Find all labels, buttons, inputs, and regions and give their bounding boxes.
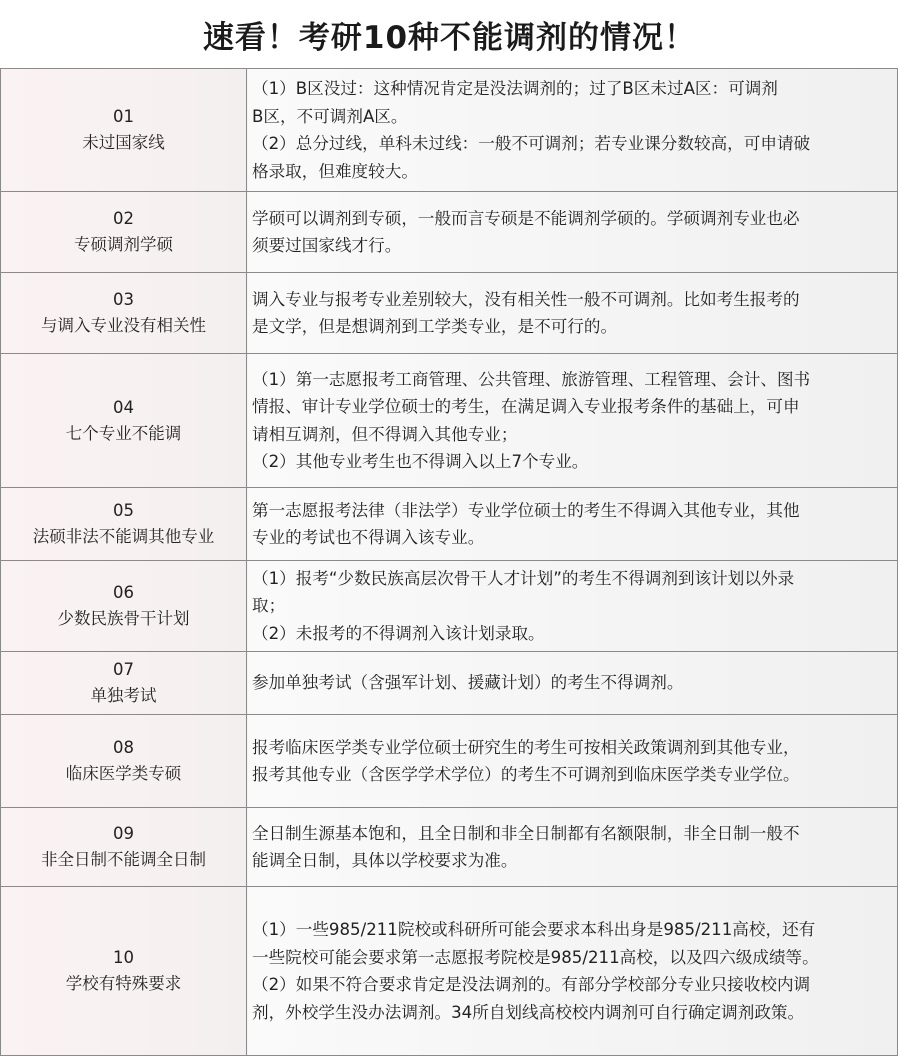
description-line: 报考其他专业（含医学学术学位）的考生不可调剂到临床医学类专业学位。 [252,765,800,784]
description-line: 学硕可以调剂到专硕，一般而言专硕是不能调剂学硕的。学硕调剂专业也必 [252,208,800,228]
row-description-cell [247,808,898,887]
row-number: 02 [113,209,134,228]
row-header-cell [1,887,247,1056]
description-line: （2）如果不符合要求肯定是没法调剂的。有部分学校部分专业只接收校内调 [252,975,811,994]
row-number: 06 [113,583,134,602]
row-number: 08 [113,738,134,757]
row-number: 01 [113,107,134,126]
table-row [1,715,898,808]
row-description-cell [247,69,898,192]
table-row [1,488,898,561]
row-label: 临床医学类专硕 [65,764,182,783]
row-label: 专硕调剂学硕 [74,235,173,254]
table-row [1,192,898,273]
description-line: （2）未报考的不得调剂入该计划录取。 [252,623,545,643]
row-label: 未过国家线 [82,133,165,152]
table-row [1,808,898,887]
table-row [1,561,898,652]
row-header-cell [1,273,247,354]
rules-table [0,68,898,1056]
description-line: 报考临床医学类专业学位硕士研究生的考生可按相关政策调剂到其他专业， [252,737,800,757]
description-line: 调入专业与报考专业差别较大，没有相关性一般不可调剂。比如考生报考的 [252,289,800,309]
description-line: 参加单独考试（含强军计划、援藏计划）的考生不得调剂。 [252,673,684,693]
description-line: B区，不可调剂A区。 [252,106,408,126]
row-description-cell [247,887,898,1056]
row-description-cell [247,354,898,488]
row-label: 法硕非法不能调其他专业 [32,527,215,546]
description-line: （1）一些985/211院校或科研所可能会要求本科出身是985/211高校，还有 [252,920,816,939]
row-description-cell [247,561,898,652]
row-number: 09 [113,824,134,843]
row-header-cell [1,561,247,652]
row-label: 与调入专业没有相关性 [41,316,206,335]
description-line: （1）第一志愿报考工商管理、公共管理、旅游管理、工程管理、会计、图书 [252,369,811,389]
description-line: 全日制生源基本饱和，且全日制和非全日制都有名额限制，非全日制一般不 [252,823,800,843]
row-number: 10 [113,948,134,967]
table-row [1,273,898,354]
row-header-cell [1,488,247,561]
description-line: （2）总分过线，单科未过线：一般不可调剂；若专业课分数较高，可申请破 [252,134,811,153]
row-number: 05 [113,501,134,520]
row-label: 七个专业不能调 [65,423,182,443]
row-label: 单独考试 [90,686,157,705]
description-line: 能调全日制，具体以学校要求为准。 [252,851,518,870]
description-line: 须要过国家线才行。 [252,236,402,255]
row-header-cell [1,715,247,808]
row-header-cell [1,69,247,192]
row-label: 非全日制不能调全日制 [41,850,206,869]
page-title: 速看！考研10种不能调剂的情况！ [202,19,697,56]
description-line: 格录取，但难度较大。 [252,161,418,181]
row-number: 07 [113,660,134,679]
row-header-cell [1,354,247,488]
description-line: （2）其他专业考生也不得调入以上7个专业。 [252,452,589,471]
row-header-cell [1,192,247,273]
description-line: （1）B区没过：这种情况肯定是没法调剂的；过了B区未过A区：可调剂 [252,79,778,98]
row-description-cell [247,488,898,561]
rules-table-body [1,69,898,1056]
row-description-cell [247,192,898,273]
table-row [1,69,898,192]
row-label: 少数民族骨干计划 [57,609,190,628]
description-line: 专业的考试也不得调入该专业。 [252,528,485,547]
table-row [1,652,898,715]
description-line: 一些院校可能会要求第一志愿报考院校是985/211高校，以及四六级成绩等。 [252,947,819,967]
row-label: 学校有特殊要求 [65,974,182,993]
row-number: 04 [113,397,134,417]
row-number: 03 [113,290,134,309]
row-description-cell [247,715,898,808]
table-row [1,887,898,1056]
description-line: 请相互调剂，但不得调入其他专业； [252,424,518,444]
description-line: 剂，外校学生没办法调剂。34所自划线高校校内调剂可自行确定调剂政策。 [252,1002,805,1022]
row-header-cell [1,652,247,715]
description-line: 情报、审计专业学位硕士的考生，在满足调入专业报考条件的基础上，可申 [252,397,800,416]
description-line: 是文学，但是想调剂到工学类专业，是不可行的。 [252,317,618,336]
row-header-cell [1,808,247,887]
row-description-cell [247,652,898,715]
description-line: 第一志愿报考法律（非法学）专业学位硕士的考生不得调入其他专业，其他 [252,500,800,520]
row-description-cell [247,273,898,354]
description-line: （1）报考“少数民族高层次骨干人才计划”的考生不得调剂到该计划以外录 [252,568,795,588]
table-row [1,354,898,488]
description-line: 取； [252,596,286,616]
